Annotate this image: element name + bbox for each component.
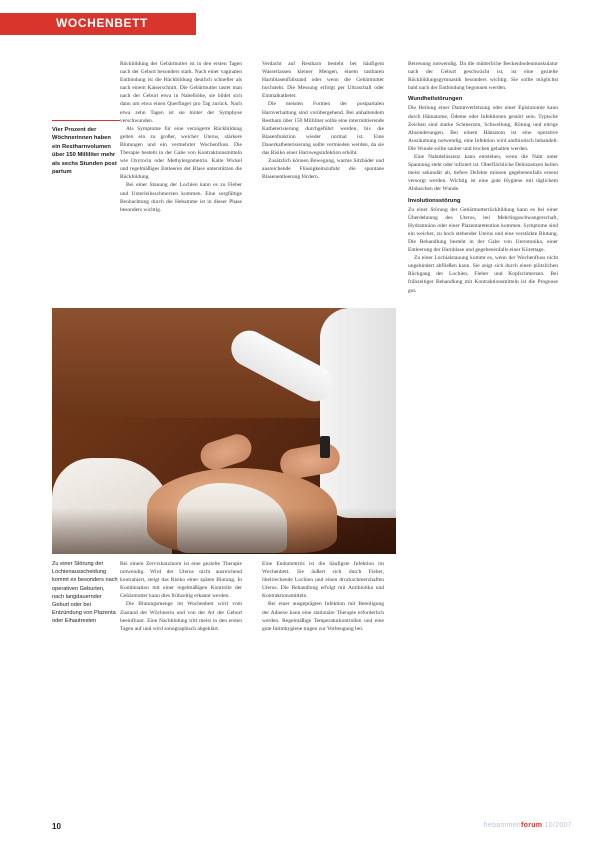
paragraph: Als Symptome für eine verzögerte Rückbildung gelten ein zu großer, weicher Uterus, stärkere Blutungen und ein vermehrter Wochenfluss. Die Therapie besteht in der Gabe von Kontraktionsmitteln wie Oxytocin oder Methylergometrin. Kalte Wickel und regelmäßiges Entleeren der Blase unterstützen die Rückbildung. (120, 125, 242, 181)
paragraph: Zu einer Lochialstauung kommt es, wenn der Wochenfluss nicht ungehindert abfließen kann. Sie zeigt sich durch einen plötzlichen Rückgang der Lochien, Fieber und Kopfschmerzen. Bei frühzeitiger Behandlung mit Kontraktionsmitteln ist die Prognose gut. (408, 255, 558, 294)
photo-sleeve (320, 308, 396, 518)
photo-shadow (52, 508, 396, 554)
section-title: WOCHENBETT (56, 16, 148, 30)
paragraph: Die Heilung einer Dammverletzung oder einer Episiotomie kann durch Hämatome, Ödeme oder Infektionen gestört sein. Typische Zeichen sind starke Schmerzen, Schwellung, Rötung und eitrige Absonderungen. Bei einem Hämatom ist eine operative Ausräumung notwendig, eine Infektion wird antibiotisch behandelt. Die Wunde sollte sauber und trocken gehalten werden. (408, 105, 558, 152)
paragraph: Die meisten Formen der postpartalen Harnverhaltung sind vorübergehend. Bei anhaltendem Restharn über 150 Milliliter sollte eine intermittierende Katheterisierung durchgeführt werden, bis die Blasenfunktion wieder normal ist. Eine Dauerkatheterisierung sollte vermieden werden, da sie das Risiko einer Harnwegsinfektion erhöht. (262, 101, 384, 157)
subheading: Involutionsstörung (408, 197, 461, 204)
photo-midwife-examining-abdomen (52, 308, 396, 554)
brand-issue: 10/2007 (544, 822, 572, 829)
paragraph: Bei einer ausgeprägten Infektion mit Beteiligung der Adnexe kann eine stationäre Therapie erforderlich werden. Regelmäßige Temperaturkontrollen und eine gute Intimhygiene tragen zur Vorbeugung bei. (262, 601, 384, 632)
paragraph: Eine Nahtdehiszenz kann entstehen, wenn die Naht unter Spannung steht oder infiziert ist. Oberflächliche Dehiszenzen heilen meist sekundär ab, tiefere Defekte müssen gegebenenfalls erneut versorgt werden. Wichtig ist eine gute Hygiene mit täglichem Abduschen der Wunde. (408, 154, 558, 193)
photo-watch (320, 436, 330, 458)
page-number: 10 (52, 822, 61, 831)
paragraph: Die Blutungsmenge im Wochenbett wird vom Zustand der Wöchnerin und von der Art der Geburt beeinflusst. Eine Nachblutung tritt meist in den ersten Tagen auf und wird sonographisch abgeklärt. (120, 601, 242, 632)
side-caption-bottom: Zu einer Störung der Lochienausscheidung kommt es besonders nach operativen Geburten, nach langdauernder Geburt oder bei Entzündung von Plazenta oder Eihautresten (52, 561, 118, 625)
text-column-4 (408, 60, 558, 815)
subheading: Wundheilstörungen (408, 96, 463, 103)
footer-brand (484, 822, 572, 829)
text-column-3-top (262, 60, 384, 304)
brand-prefix: hebammen (483, 822, 521, 829)
paragraph: Rückbildung der Gebärmutter ist in den ersten Tagen nach der Geburt besonders stark. Nach einer vaginalen Entbindung ist die Rückbildung deutlich schneller als nach einem Kaiserschnitt. Die Gebärmutter tastet man nach der Geburt etwa in Nabelhöhe, sie bildet sich dann um etwa einen Querfinger pro Tag zurück. Nach etwa zehn Tagen ist sie hinter der Symphyse verschwunden. (120, 61, 242, 124)
paragraph: Zu einer Störung der Gebärmutterrückbildung kann es bei einer Überdehnung des Uterus, bei Mehrlingsschwangerschaft, Hydramnion oder einer Plazentaretention kommen. Symptome sind ein weicher, zu hoch stehender Uterus und eine verstärkte Blutung. Die Behandlung besteht in der Gabe von Uterotonika, einer Entleerung der Harnblase und gegebenenfalls einer Kürettage. (408, 206, 558, 254)
paragraph: Eine Endometritis ist die häufigste Infektion im Wochenbett. Sie äußert sich durch Fieber, übelriechende Lochien und einen druckschmerzhaften Uterus. Die Behandlung erfolgt mit Antibiotika und Kontraktionsmitteln. (262, 561, 384, 600)
paragraph: Zusätzlich können Bewegung, warme Sitzbäder und ausreichende Flüssigkeitszufuhr die spontane Blasenentleerung fördern. (262, 158, 384, 181)
caption-rule-top (52, 120, 120, 121)
paragraph: Bei einer Stauung der Lochien kann es zu Fieber und Unterleibsschmerzen kommen. Eine sorgfältige Beobachtung durch die Hebamme ist in dieser Phase besonders wichtig. (120, 182, 242, 213)
text-column-2-top (120, 60, 242, 304)
text-column-3-bottom (262, 560, 384, 815)
paragraph: Verdacht auf Restharn besteht bei häufigem Wasserlassen kleiner Mengen, einem tastbaren Harnblasenfüllstand oder wenn die Gebärmutter hochsteht. Die Messung erfolgt per Ultraschall oder Einmalkatheter. (262, 61, 384, 100)
text-column-2-bottom (120, 560, 242, 815)
side-caption-top: Vier Prozent der Wöchnerinnen haben ein Restharnvolumen über 150 Milliliter mehr als sechs Stunden post partum (52, 127, 117, 176)
paragraph: Bei einem Zervixkarzinom ist eine gezielte Therapie notwendig. Wird der Uterus nicht ausreichend kontrahiert, steigt das Risiko einer späten Blutung. In Kombination mit einer regelmäßigen Kontrolle der Gebärmutter kann dies frühzeitig erkannt werden. (120, 561, 242, 600)
photo-hand (197, 431, 255, 474)
brand-highlight: forum (521, 822, 543, 829)
paragraph: Betreuung notwendig. Da die mütterliche Beckenbodenmuskulatur nach der Geburt geschwächt ist, ist eine gezielte Rückbildungsgymnastik besonders wichtig. Sie sollte möglichst bald nach der Entbindung begonnen werden. (408, 61, 558, 92)
